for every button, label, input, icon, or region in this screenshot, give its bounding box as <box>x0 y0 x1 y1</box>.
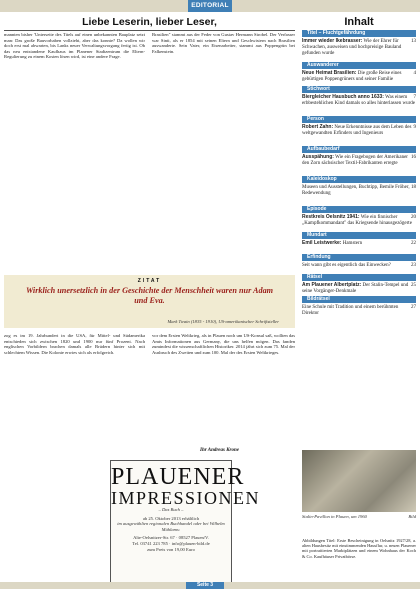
toc-entry-text: Eine Schule mit Tradition und einem berühmten Direktor <box>302 305 399 316</box>
promo-title-2: IMPRESSIONEN <box>111 488 261 508</box>
toc-section-header: Aufbaubedarf <box>302 146 416 153</box>
toc-page-number: 16 <box>411 155 416 160</box>
quote-label: ZITAT <box>137 278 162 284</box>
editorial-text-col3: zog es im 19. Jahrhundert in die USA, für Mittel- und Südamerika entschieden sich zwischen 1820 und 1900 nur fünf Prozent. Nach englischen Vorbildern brachen damals alle Brüdern hinter sich mit schlechtem Wissen. Die Kolonie erwies sich als erfolgreich. <box>4 333 145 355</box>
toc-page-number: 20 <box>411 215 416 220</box>
toc-entry[interactable] <box>302 39 416 60</box>
toc-section-header: Erfindung <box>302 254 416 261</box>
toc-entry-title: Biergleicher Hausbuch anno 1633: <box>302 94 384 100</box>
toc-page-number: 4 <box>413 71 416 76</box>
promo-price: zum Preis von 19,00 Euro <box>147 546 195 552</box>
toc-entry[interactable] <box>302 263 416 272</box>
toc-entry-text: Neue Erkenntnisse aus dem Leben des weltgewandten Erfinders und Ingenieurs <box>302 125 412 136</box>
editorial-text-col2: Brasilien" stammt aus der Feder von Gustav Hermann Strobel. Der Verfasser war Sinti, als er 1854 mit seinen Eltern und Geschwistern nach Brasilien auswanderte. Sein Vater, ein Eisenarbeiter, stammt aus Poppengrün bei Falkenstein. <box>152 32 295 54</box>
toc-page-number: 22 <box>411 241 416 246</box>
divider <box>4 30 295 31</box>
toc-entry-text: Seit wann gibt es eigentlich das Einwecken? <box>302 263 391 268</box>
book-promo[interactable] <box>110 460 261 585</box>
toc-section-header: Episode <box>302 206 416 213</box>
toc-entry[interactable] <box>302 95 416 114</box>
toc-entry-title: Am Plauener Albertplatz: <box>302 282 362 288</box>
toc-title: Inhalt <box>344 16 374 28</box>
toc-entry-title: Neue Heimat Brasilien: <box>302 70 357 76</box>
section-label: EDITORIAL <box>188 0 232 12</box>
toc-entry[interactable] <box>302 215 416 230</box>
editorial-signoff: Ihr Andreas Krone <box>200 448 239 453</box>
photo-note: Abbildungen Titel: Erste Bescheinigung in Oelsnitz 1927/28, a. alten Hausbesitz mit einstimmenden Hausflur, u. neuen Plauener mit portraitierten Marktplätzen und einem Wohnhaus der Koch & Co. Kaufhäuser Privatbörse. <box>302 538 416 559</box>
quote-text: Wirklich unersetzlich in der Geschichte der Menschheit waren nur Adam und Eva. <box>25 286 274 305</box>
promo-where: im ausgewählten regionalen Buchhandel oder bei Wilhelm Mühlams: <box>117 521 225 532</box>
toc-section-header: Rätsel <box>302 274 416 281</box>
quote-source: Mark Twain (1835 - 1910), US-amerikanischer Schriftsteller <box>167 319 279 324</box>
promo-contact: Tel. 03741 223 785 · info@plauen-bild.de <box>132 540 210 546</box>
promo-title-1: PLAUENER <box>111 464 245 490</box>
toc-entry-text: Museen und Ausstellungen, Buchtipp, Bemile Fröher, Redewendung <box>302 185 410 196</box>
toc-page-number: 27 <box>411 305 416 310</box>
toc-entry-text: Was einem erbbestehlichen Kind damals so alles hinterlassen wurde <box>302 95 416 106</box>
toc-entry[interactable] <box>302 305 416 316</box>
editorial-column <box>4 15 295 31</box>
toc-entry[interactable] <box>302 283 416 294</box>
toc-section-header: Bildrätsel <box>302 296 416 303</box>
toc-section-header: Stichwort <box>302 86 416 93</box>
toc-page-number: 13 <box>411 39 416 44</box>
toc-entry-text: Hamstern <box>342 241 363 246</box>
toc-entry-title: Immer wieder Ikebrasser: <box>302 38 363 44</box>
photo <box>302 450 416 519</box>
toc-page-number: 7 <box>413 95 416 100</box>
page-number: Seite 3 <box>186 582 224 589</box>
toc-entry-text: Der Stalin-Tempel und seine Vorgänger-Denkmale <box>302 283 409 294</box>
toc-section-header: Person <box>302 116 416 123</box>
top-bar <box>0 0 420 12</box>
toc-entry-title: Restkreis Oelsnitz 1941: <box>302 214 360 220</box>
toc-section-header: Mundart <box>302 232 416 239</box>
toc-entry-title: Ausspähung: <box>302 154 334 160</box>
toc-entry-text: Wie der Ehrer für Schwachen, ausweisen und hochpreisige Bauland gefunden wurde <box>302 39 402 56</box>
toc-page-number: 18 <box>411 185 416 190</box>
promo-date: ab 25. Oktober 2013 erhältlich <box>142 515 200 521</box>
toc-entry-text: Wie ein Fragebogen der Amerikaner den Zorn sächsischer Textil-Fabrikanten erregte <box>302 155 408 166</box>
toc-entry[interactable] <box>302 155 416 174</box>
toc-entry-text: Wie ein finnischer „Kampfkommandant" das Kriegsende hinausgezögerte <box>302 215 412 226</box>
toc-entry-text: Die große Reise eines gebürtigen Poppengrüners und seiner Familie <box>302 71 402 82</box>
quote-box <box>4 275 295 328</box>
toc-column <box>302 15 416 29</box>
toc-section-header: Kaleidoskop <box>302 176 416 183</box>
toc-entry[interactable] <box>302 185 416 204</box>
bottom-bar <box>0 582 420 589</box>
editorial-title: Liebe Leserin, lieber Leser, <box>82 16 217 28</box>
toc-entry-title: Emil Leistwerke: <box>302 240 342 246</box>
promo-address: Alte-Oelsnitzer-Str. 67 · 08527 Plauen/V. <box>133 535 209 541</box>
photo-caption: Stalin-Pavillon in Plauen, um 1960 Bild <box>302 514 416 519</box>
toc-section-header: Titel – Fluchtgefährdung <box>302 30 416 37</box>
toc-entry[interactable] <box>302 71 416 84</box>
editorial-text-col4: vor dem Ersten Weltkrieg, als in Plauen noch um US-Konsul saß, wollten das Amts Informationen aus Germany, die uns helfen mögen. Das fanden zumindest die wissenschaftlichen Historiker. 2014 jährt sich zum 75. Mal der Ausbruch des Zweiten und zum 100. Mal der des Ersten Weltkrieges. <box>152 333 295 355</box>
promo-subtitle: – Das Buch – <box>158 507 184 512</box>
toc-entry[interactable] <box>302 241 416 252</box>
toc-page-number: 25 <box>411 283 416 288</box>
toc-page-number: 9 <box>413 125 416 130</box>
toc-entry-title: Robert Zahn: <box>302 124 334 130</box>
toc-page-number: 23 <box>411 263 416 268</box>
toc-entry[interactable] <box>302 125 416 144</box>
toc-section-header: Auswanderer <box>302 62 416 69</box>
editorial-text-col1: mannten bisher 'Unterseite des Titels auf einen unbekannten Bauplatz setzt man: Das große Bauvorhaben vollzieht, aber das konnte? Da wollen wir doch erst mal abwarten, bis Lanks neuer Verwaltungsvorgang fertig ist. Ob das neu entstandene Kaufhaus im Planener Stadtzentrum die Eltern-Regulierung zu einem Kosten lösen wird, ist eine andere Frage. <box>4 32 145 60</box>
